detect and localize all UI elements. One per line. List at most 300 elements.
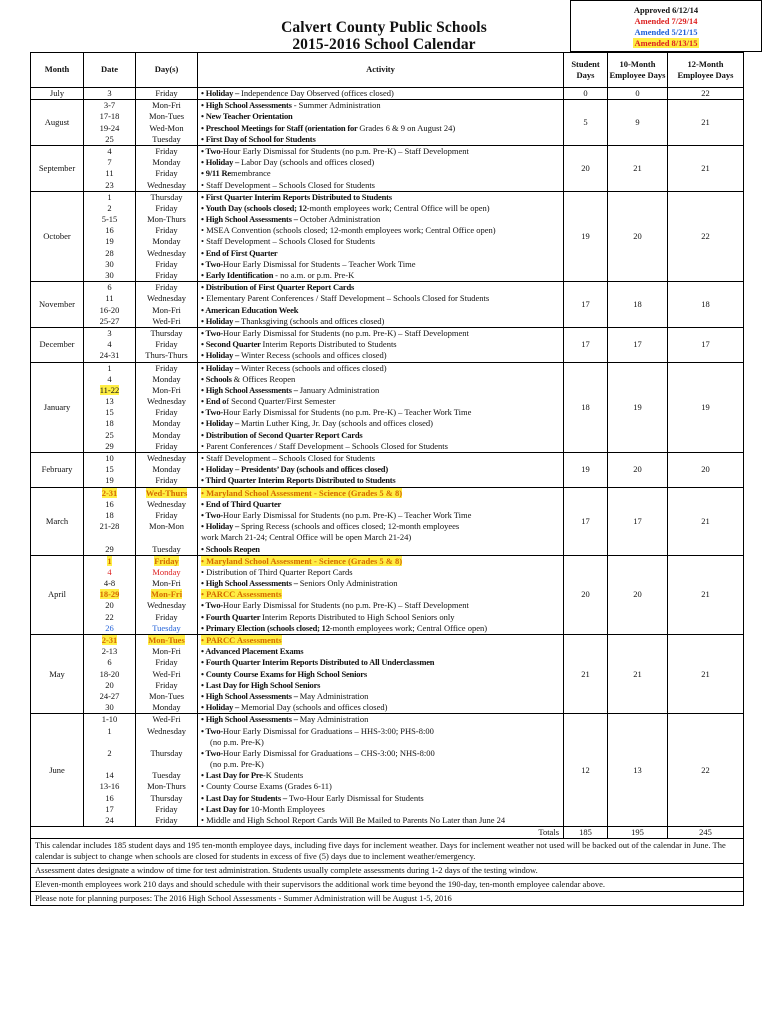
activity-item [201,714,563,725]
activity-bold-text: • Schools Reopen [201,543,260,554]
twelve-month-days: 22 [668,191,744,282]
student-days: 5 [564,100,608,146]
month-name: September [31,145,84,191]
date-cell: 30 [105,258,114,269]
total-twelve-month: 245 [668,827,744,839]
note-1: This calendar includes 185 student days and 195 ten-month employee days, including five days for inclement weather. Days for inclement weather not used will be backed out of the calendar in June. The calendar is subject to change when schools are closed for students in excess of five (5) days due to inclement weather/emergency. [31,839,744,864]
activity-bold-text: • Advanced Placement Exams [201,646,304,657]
activity-text: Labor Day (schools and offices closed) [241,157,375,168]
activity-item [201,441,563,452]
header-ten-month: 10-Month Employee Days [608,53,668,88]
activity-item [201,259,563,270]
student-days: 21 [564,635,608,714]
month-row [31,282,744,328]
day-cell: Mon-Fri [150,589,183,600]
date-cell: 19 [105,236,114,247]
activity-text: 10-Month Employees [250,803,325,814]
day-list [136,555,198,634]
date-cell: 4 [107,145,112,156]
activity-bold-text: • End of Third Quarter [201,498,282,509]
activity-list [198,487,564,555]
month-row [31,191,744,282]
day-list [136,635,198,714]
activity-item [201,737,563,748]
header-days: Day(s) [136,53,198,88]
day-cell: Monday [152,157,181,168]
day-list [136,487,198,555]
activity-item [201,248,563,259]
twelve-month-days: 21 [668,555,744,634]
ten-month-days: 21 [608,635,668,714]
date-list [84,555,136,634]
activity-item [201,556,563,567]
month-name: May [31,635,84,714]
header-student-days: Student Days [564,53,608,88]
student-days: 12 [564,714,608,827]
activity-text: Memorial Day (schools and offices closed) [241,702,388,713]
date-list [84,453,136,488]
day-cell: Thursday [150,792,183,803]
month-name: December [31,327,84,362]
activity-item [201,316,563,327]
twelve-month-days: 22 [668,714,744,827]
day-cell: Friday [155,440,178,451]
activity-bold-text: • High School Assessments [201,100,294,111]
date-cell: 16-20 [99,304,120,315]
day-cell: Friday [155,815,178,826]
day-cell: Mon-Tues [148,111,185,122]
date-cell: 11-22 [99,384,120,395]
date-cell: 11 [105,293,114,304]
activity-item [201,759,563,770]
date-cell: 15 [105,407,114,418]
date-cell: 6 [107,282,112,293]
day-cell: Mon-Fri [152,384,181,395]
activity-bold-text: • New Teacher Orientation [201,111,293,122]
activity-bold-text: • Maryland School Assessment - Science (Grades 5 & 8) [201,555,403,566]
activity-bold-text: • Youth Day (schools closed; 12 [201,202,307,213]
activity-item [201,804,563,815]
activity-item [201,168,563,179]
activity-bold-text: • Holiday – [201,350,242,361]
month-name: October [31,191,84,282]
activity-bold-text: • Primary Election (schools closed; 12 [201,622,330,633]
amended-date-3: Amended 8/13/15 [634,38,698,48]
activity-item [201,100,563,111]
activity-item [201,702,563,713]
day-cell: Mon-Fri [152,646,181,657]
date-list [84,714,136,827]
day-cell: Mon-Mon [149,521,184,532]
day-cell: Mon-Tues [148,690,185,701]
activity-item [201,180,563,191]
date-cell: 22 [105,611,114,622]
activity-text: -month employees work; Central Office will be open) [306,202,490,213]
activity-text: work March 21-24; Central Office will be open March 21-24) [201,532,412,543]
date-cell: 6 [107,657,112,668]
twelve-month-days: 19 [668,362,744,453]
activity-bold-text: • Last Day for Pre [201,770,263,781]
date-list [84,100,136,146]
activity-bold-text: • Two- [201,725,224,736]
activity-item [201,123,563,134]
date-cell: 3-7 [103,100,116,111]
day-cell: Wed-Mon [149,122,184,133]
day-cell: Friday [155,202,178,213]
date-cell: 1 [107,362,112,373]
activity-text: Hour Early Dismissal for Students (no p.m. Pre-K) – Teacher Work Time [223,509,472,520]
date-cell: 25 [105,429,114,440]
day-cell: Thursday [150,191,183,202]
date-cell: 2-13 [101,646,118,657]
activity-item [201,646,563,657]
activity-text: Hour Early Dismissal for Students (no p.m. Pre-K) – Teacher Work Time [223,407,472,418]
totals-row [31,827,744,839]
activity-text: Hour Early Dismissal for Students (no p.m. Pre-K) – Staff Development [223,145,469,156]
activity-item [201,305,563,316]
activity-text: Thanksgiving (schools and offices closed) [241,315,385,326]
day-cell: Friday [155,258,178,269]
twelve-month-days: 21 [668,100,744,146]
activity-bold-text: • High School Assessments – [201,714,300,725]
header-activity: Activity [198,53,564,88]
activity-item [201,157,563,168]
day-cell: Wed-Fri [152,315,181,326]
day-cell: Friday [155,145,178,156]
activity-item [201,781,563,792]
date-cell: 10 [105,453,114,464]
date-cell: 13 [105,396,114,407]
activity-text: Spring Recess (schools and offices closed; 12-month employees [241,521,460,532]
calendar-body [31,88,744,827]
date-cell: 23 [105,179,114,190]
activity-text: (no p.m. Pre-K) [210,759,264,770]
activity-item [201,657,563,668]
day-list [136,282,198,328]
activity-item [201,418,563,429]
amended-date-2: Amended 5/21/15 [634,27,698,37]
twelve-month-days: 20 [668,453,744,488]
month-name: February [31,453,84,488]
activity-text: January Administration [299,384,380,395]
day-cell: Tuesday [152,543,181,554]
date-cell: 4-8 [103,578,116,589]
activity-text: May Administration [299,714,369,725]
twelve-month-days: 21 [668,635,744,714]
date-cell: 13-16 [99,781,120,792]
activity-item [201,293,563,304]
date-cell: 29 [105,440,114,451]
date-cell: 14 [105,770,114,781]
day-cell: Wednesday [147,725,186,736]
activity-item [201,88,563,99]
day-cell: Friday [155,475,178,486]
amended-date-1: Amended 7/29/14 [634,16,698,26]
activity-text: Hour Early Dismissal for Students (no p.m. Pre-K) – Staff Development [223,327,469,338]
date-cell: 16 [105,792,114,803]
day-list [136,714,198,827]
day-cell: Wednesday [147,600,186,611]
date-cell: 18-29 [99,589,120,600]
calendar-table [30,52,744,906]
activity-item [201,407,563,418]
activity-item [201,475,563,486]
date-cell: 29 [105,543,114,554]
activity-text: October Administration [299,214,381,225]
date-cell: 19-24 [99,122,120,133]
ten-month-days: 20 [608,453,668,488]
activity-text: & Offices Reopen [233,373,296,384]
activity-item [201,396,563,407]
activity-text: Interim Reports Distributed to High School Seniors only [262,611,455,622]
activity-item [201,363,563,374]
activity-bold-text: • High School Assessments – [201,578,300,589]
activity-bold-text: • First Day of School for Students [201,133,316,144]
day-cell: Mon-Tues [148,635,185,646]
date-cell: 24 [105,815,114,826]
activity-item [201,385,563,396]
month-row [31,362,744,453]
day-cell: Thursday [150,747,183,758]
activity-text: -K Students [262,770,304,781]
activity-item [201,350,563,361]
activity-bold-text: • End o [201,396,227,407]
day-list [136,327,198,362]
activity-bold-text: • American Education Week [201,304,299,315]
date-cell: 1 [107,725,112,736]
activity-item [201,793,563,804]
date-cell: 18-20 [99,668,120,679]
activity-bold-text: • Distribution of Second Quarter Report Cards [201,429,363,440]
activity-bold-text: • PARCC Assessments [201,635,282,646]
day-cell: Mon-Fri [152,304,181,315]
header-twelve-month: 12-Month Employee Days [668,53,744,88]
header-date: Date [84,53,136,88]
month-row [31,555,744,634]
date-cell: 4 [107,566,112,577]
activity-text: Independence Day Observed (offices closed) [241,88,394,98]
approved-date: Approved 6/12/14 [633,5,699,15]
month-row [31,635,744,714]
activity-bold-text: • Holiday – [201,88,242,98]
activity-text: Seniors Only Administration [299,578,398,589]
date-list [84,88,136,100]
activity-list [198,555,564,634]
date-cell: 19 [105,475,114,486]
activity-item [201,339,563,350]
activity-text: • Staff Development – Schools Closed for Students [201,453,375,464]
header-month: Month [31,53,84,88]
date-cell: 18 [105,509,114,520]
note-row [31,864,744,878]
month-name: April [31,555,84,634]
day-cell: Friday [155,657,178,668]
activity-bold-text: • Holiday – Presidents’ Day (schools and offices closed) [201,464,388,475]
day-cell: Mon-Thurs [147,781,186,792]
day-cell: Monday [152,702,181,713]
activity-bold-text: • High School Assessments – [201,384,300,395]
activity-bold-text: • Holiday – [201,521,242,532]
date-cell: 25 [105,133,114,144]
month-name: March [31,487,84,555]
twelve-month-days: 21 [668,145,744,191]
activity-bold-text: • Holiday – [201,157,242,168]
date-cell: 1 [107,555,112,566]
activity-bold-text: • Preschool Meetings for Staff (orientation for [201,122,360,133]
month-name: November [31,282,84,328]
day-list [136,362,198,453]
date-list [84,327,136,362]
twelve-month-days: 17 [668,327,744,362]
day-cell: Wed-Fri [152,668,181,679]
total-ten-month: 195 [608,827,668,839]
activity-text: Grades 6 & 9 on August 24) [359,122,456,133]
date-cell: 30 [105,270,114,281]
date-cell: 1-10 [101,714,118,725]
activity-item [201,815,563,826]
activity-bold-text: • Last Day for [201,803,251,814]
activity-item [201,600,563,611]
activity-item [201,726,563,737]
activity-text: Hour Early Dismissal for Students (no p.m. Pre-K) – Staff Development [223,600,469,611]
day-cell: Tuesday [152,133,181,144]
activity-bold-text: • Fourth Quarter [201,611,263,622]
activity-item [201,510,563,521]
activity-bold-text: • County Course Exams for High School Seniors [201,668,367,679]
day-list [136,191,198,282]
date-cell: 3 [107,88,112,98]
activity-list [198,191,564,282]
activity-item [201,203,563,214]
page-subtitle: 2015-2016 School Calendar [292,36,476,53]
activity-item [201,669,563,680]
date-list [84,635,136,714]
activity-bold-text: • Distribution of First Quarter Report Cards [201,282,355,293]
date-list [84,487,136,555]
student-days: 18 [564,362,608,453]
activity-item [201,270,563,281]
date-cell: 11 [105,168,114,179]
date-cell: 16 [105,225,114,236]
day-cell: Friday [155,339,178,350]
activity-bold-text: • Holiday – [201,702,242,713]
date-cell: 2-31 [101,487,118,498]
activity-text: • MSEA Convention (schools closed; 12-month employees work; Central Office open) [201,225,496,236]
day-cell: Monday [152,236,181,247]
activity-text: • Distribution of Third Quarter Report Cards [201,566,353,577]
activity-item [201,532,563,543]
activity-item [201,453,563,464]
day-cell: Wednesday [147,293,186,304]
day-cell: Wednesday [147,498,186,509]
date-cell: 4 [107,339,112,350]
activity-item [201,770,563,781]
day-cell: Wed-Thurs [145,487,188,498]
activity-item [201,374,563,385]
date-cell: 24-27 [99,690,120,701]
activity-item [201,589,563,600]
activity-list [198,714,564,827]
ten-month-days: 0 [608,88,668,100]
note-row [31,892,744,906]
month-name: June [31,714,84,827]
activity-bold-text: • Third Quarter Interim Reports Distributed to Students [201,475,396,486]
activity-text: Two-Hour Early Dismissal for Students [288,792,424,803]
activity-text: Winter Recess (schools and offices closed) [241,362,387,373]
date-cell: 7 [107,157,112,168]
student-days: 17 [564,282,608,328]
day-cell: Thursday [150,327,183,338]
activity-item [201,111,563,122]
activity-text: Hour Early Dismissal for Graduations – HHS-3:00; PHS-8:00 [223,725,434,736]
note-row [31,878,744,892]
student-days: 20 [564,555,608,634]
day-list [136,88,198,100]
month-row [31,88,744,100]
activity-bold-text: • Maryland School Assessment - Science (Grades 5 & 8) [201,487,403,498]
activity-bold-text: • Early Identification [201,270,276,281]
activity-text: • Middle and High School Report Cards Will Be Mailed to Parents No Later than June 24 [201,815,506,826]
activity-bold-text: • Last Day for High School Seniors [201,679,321,690]
date-cell: 18 [105,418,114,429]
day-cell: Friday [155,611,178,622]
activity-text: Martin Luther King, Jr. Day (schools and offices closed) [241,418,434,429]
activity-bold-text: • Two- [201,327,224,338]
date-cell: 15 [105,464,114,475]
day-cell: Thurs-Thurs [145,350,188,361]
activity-bold-text: • Holiday – [201,315,242,326]
activity-text: f Second Quarter/First Semester [226,396,336,407]
activity-item [201,499,563,510]
month-row [31,327,744,362]
day-cell: Mon-Fri [152,578,181,589]
activity-bold-text: • High School Assessments – [201,690,300,701]
activity-item [201,748,563,759]
note-4: Please note for planning purposes: The 2016 High School Assessments - Summer Administration will be August 1-5, 2016 [31,892,744,906]
month-row [31,145,744,191]
day-cell: Friday [155,88,178,98]
day-cell: Friday [155,407,178,418]
activity-text: • Staff Development – Schools Closed for Students [201,179,375,190]
date-cell: 2-31 [101,635,118,646]
day-list [136,145,198,191]
day-cell: Friday [155,362,178,373]
ten-month-days: 9 [608,100,668,146]
activity-text: Interim Reports Distributed to Students [262,339,397,350]
activity-bold-text: • Holiday – [201,362,242,373]
activity-bold-text: • End of First Quarter [201,247,278,258]
activity-bold-text: • Two- [201,509,224,520]
activity-bold-text: • Two- [201,747,224,758]
day-cell: Mon-Thurs [147,214,186,225]
month-row [31,487,744,555]
activity-list [198,362,564,453]
date-cell: 17 [105,803,114,814]
day-cell: Monday [152,429,181,440]
activity-text: Winter Recess (schools and offices closed) [241,350,387,361]
activity-bold-text: • Two- [201,258,224,269]
date-cell: 2 [107,202,112,213]
activity-bold-text: • High School Assessments – [201,214,300,225]
activity-item [201,225,563,236]
student-days: 19 [564,191,608,282]
activity-text: membrance [230,168,271,179]
activity-text: - no a.m. or p.m. Pre-K [275,270,355,281]
ten-month-days: 20 [608,191,668,282]
month-name: August [31,100,84,146]
note-3: Eleven-month employees work 210 days and should schedule with their supervisors the additional work time beyond the 190-day, ten-month employee calendar above. [31,878,744,892]
day-list [136,453,198,488]
